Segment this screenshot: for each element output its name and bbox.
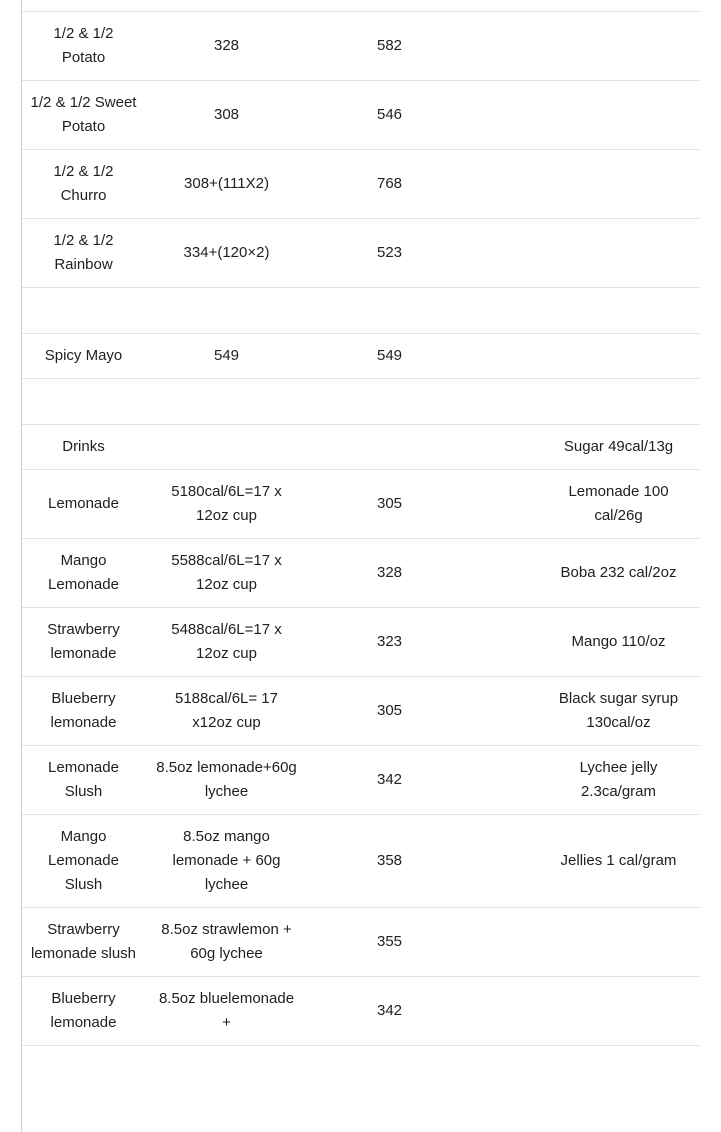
table-cell: 5188cal/6L= 17 x12oz cup xyxy=(145,677,308,746)
table-cell: 5588cal/6L=17 x 12oz cup xyxy=(145,539,308,608)
table-cell xyxy=(537,219,700,288)
table-cell: 328 xyxy=(145,12,308,81)
table-cell: 1/2 & 1/2 Rainbow xyxy=(22,219,145,288)
table-cell xyxy=(145,425,308,470)
table-cell: Blueberry lemonade xyxy=(22,977,145,1046)
table-cell: 358 xyxy=(308,815,471,908)
table-row xyxy=(22,150,700,219)
table-cell: Sugar 49cal/13g xyxy=(537,425,700,470)
table-row xyxy=(22,746,700,815)
table-cell xyxy=(308,0,471,12)
table-cell: 5488cal/6L=17 x 12oz cup xyxy=(145,608,308,677)
nutrition-table-body xyxy=(22,0,700,1046)
table-cell: 549 xyxy=(145,334,308,379)
table-cell xyxy=(145,288,308,334)
table-cell xyxy=(537,81,700,150)
table-cell: Blueberry lemonade xyxy=(22,677,145,746)
table-cell: 523 xyxy=(308,219,471,288)
table-cell: Drinks xyxy=(22,425,145,470)
table-row xyxy=(22,539,700,608)
table-cell: 342 xyxy=(308,977,471,1046)
nutrition-table xyxy=(22,0,700,1046)
table-spacer-row xyxy=(22,379,700,425)
table-cell: Lemonade xyxy=(22,470,145,539)
table-cell xyxy=(471,219,537,288)
table-cell: 323 xyxy=(308,608,471,677)
table-cell xyxy=(471,288,537,334)
table-cell xyxy=(537,334,700,379)
table-cell: Lychee jelly 2.3ca/gram xyxy=(537,746,700,815)
nutrition-table-container xyxy=(22,0,700,1046)
table-cell xyxy=(145,0,308,12)
table-cell xyxy=(471,908,537,977)
table-cell xyxy=(471,12,537,81)
table-cell xyxy=(308,379,471,425)
table-cell: Strawberry lemonade slush xyxy=(22,908,145,977)
table-cell: 308+(111X2) xyxy=(145,150,308,219)
table-cell xyxy=(537,908,700,977)
table-row xyxy=(22,81,700,150)
table-cell xyxy=(471,977,537,1046)
table-row xyxy=(22,977,700,1046)
table-cell: 8.5oz strawlemon + 60g lychee xyxy=(145,908,308,977)
table-cell: 546 xyxy=(308,81,471,150)
table-cell: 768 xyxy=(308,150,471,219)
table-cell xyxy=(145,379,308,425)
table-row xyxy=(22,219,700,288)
table-cell xyxy=(471,815,537,908)
table-cell: Spicy Mayo xyxy=(22,334,145,379)
table-cell: 1/2 & 1/2 Sweet Potato xyxy=(22,81,145,150)
table-cell xyxy=(308,288,471,334)
table-cell: 342 xyxy=(308,746,471,815)
table-row xyxy=(22,677,700,746)
table-cell: 8.5oz bluelemonade + xyxy=(145,977,308,1046)
table-row xyxy=(22,470,700,539)
table-cell: 582 xyxy=(308,12,471,81)
table-cell: Mango Lemonade xyxy=(22,539,145,608)
table-cell xyxy=(471,0,537,12)
table-cell xyxy=(471,746,537,815)
table-cell: 328 xyxy=(308,539,471,608)
table-cell: 305 xyxy=(308,470,471,539)
table-cell xyxy=(22,288,145,334)
table-row-partial xyxy=(22,0,700,12)
table-cell xyxy=(22,379,145,425)
table-cell xyxy=(471,470,537,539)
table-cell xyxy=(471,425,537,470)
table-cell: Strawberry lemonade xyxy=(22,608,145,677)
table-cell: 355 xyxy=(308,908,471,977)
table-row xyxy=(22,608,700,677)
table-cell xyxy=(471,334,537,379)
table-cell xyxy=(471,81,537,150)
table-row xyxy=(22,425,700,470)
table-cell: 8.5oz mango lemonade + 60g lychee xyxy=(145,815,308,908)
table-cell xyxy=(471,608,537,677)
table-cell: 549 xyxy=(308,334,471,379)
table-cell: Lemonade 100 cal/26g xyxy=(537,470,700,539)
table-spacer-row xyxy=(22,288,700,334)
table-cell: 8.5oz lemonade+60g lychee xyxy=(145,746,308,815)
table-cell xyxy=(537,150,700,219)
table-cell xyxy=(537,977,700,1046)
table-cell: 5180cal/6L=17 x 12oz cup xyxy=(145,470,308,539)
table-cell xyxy=(537,12,700,81)
table-cell: Lemonade Slush xyxy=(22,746,145,815)
table-cell: 308 xyxy=(145,81,308,150)
table-row xyxy=(22,908,700,977)
table-cell: 1/2 & 1/2 Potato xyxy=(22,12,145,81)
table-cell xyxy=(471,150,537,219)
table-cell: Jellies 1 cal/gram xyxy=(537,815,700,908)
table-row xyxy=(22,334,700,379)
table-row xyxy=(22,12,700,81)
table-cell: Mango Lemonade Slush xyxy=(22,815,145,908)
table-cell: Boba 232 cal/2oz xyxy=(537,539,700,608)
table-cell xyxy=(308,425,471,470)
table-cell: Black sugar syrup 130cal/oz xyxy=(537,677,700,746)
table-cell xyxy=(537,0,700,12)
table-cell xyxy=(471,379,537,425)
table-cell xyxy=(471,677,537,746)
table-row xyxy=(22,815,700,908)
table-cell: Mango 110/oz xyxy=(537,608,700,677)
table-cell: 1/2 & 1/2 Churro xyxy=(22,150,145,219)
table-cell xyxy=(537,288,700,334)
table-cell xyxy=(537,379,700,425)
table-cell: 305 xyxy=(308,677,471,746)
table-cell xyxy=(471,539,537,608)
table-cell xyxy=(22,0,145,12)
table-cell: 334+(120×2) xyxy=(145,219,308,288)
